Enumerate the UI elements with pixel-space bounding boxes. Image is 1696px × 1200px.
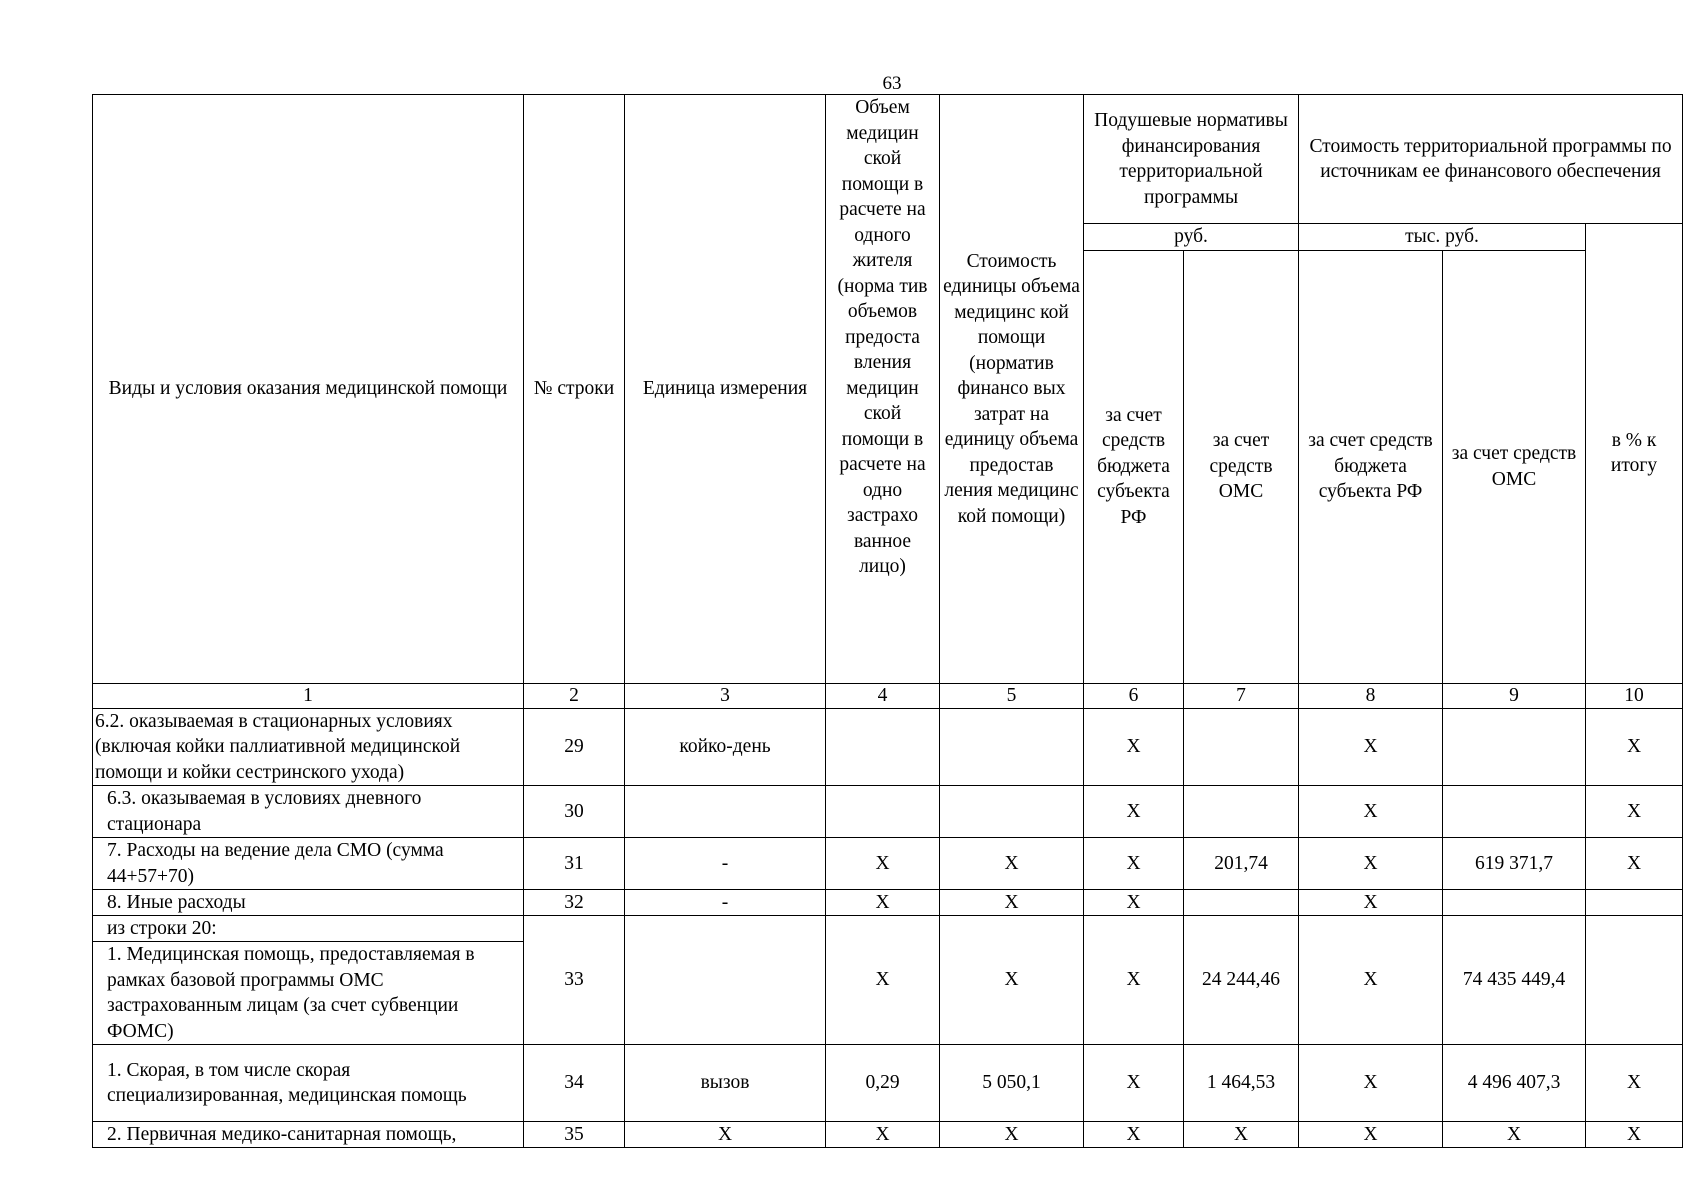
column-number: 5 bbox=[940, 683, 1084, 708]
cell-budget-thousand: X bbox=[1299, 890, 1443, 916]
table-row bbox=[93, 1045, 1683, 1122]
cell-percent: X bbox=[1586, 786, 1683, 838]
cell-budget-thousand: X bbox=[1299, 1122, 1443, 1148]
column-number: 2 bbox=[524, 683, 625, 708]
cell-oms-thousand: 619 371,7 bbox=[1443, 838, 1586, 890]
financing-table bbox=[92, 94, 1683, 1148]
cell-budget-thousand: X bbox=[1299, 838, 1443, 890]
header-unit-cost: Стоимость единицы объема медицинс кой помощи (норматив финансо вых затрат на единицу объема предостав ления медицинс кой помощи) bbox=[940, 95, 1084, 684]
cell-budget-thousand: X bbox=[1299, 916, 1443, 1045]
row-name: 7. Расходы на ведение дела СМО (сумма 44+57+70) bbox=[93, 838, 524, 890]
row-line-number: 30 bbox=[524, 786, 625, 838]
column-number: 3 bbox=[625, 683, 826, 708]
table-row-subheading bbox=[93, 916, 1683, 942]
cell-budget-rub: X bbox=[1084, 708, 1184, 786]
row-name: 8. Иные расходы bbox=[93, 890, 524, 916]
cell-percent: X bbox=[1586, 1045, 1683, 1122]
cell-budget-rub: X bbox=[1084, 1045, 1184, 1122]
page-number: 63 bbox=[882, 73, 902, 94]
cell-budget-thousand: X bbox=[1299, 786, 1443, 838]
cell-volume: X bbox=[826, 916, 940, 1045]
cell-volume: X bbox=[826, 838, 940, 890]
cell-budget-thousand: X bbox=[1299, 708, 1443, 786]
cell-unit-cost: 5 050,1 bbox=[940, 1045, 1084, 1122]
cell-oms-rub: 1 464,53 bbox=[1184, 1045, 1299, 1122]
cell-oms-rub bbox=[1184, 890, 1299, 916]
header-percent-of-total: в % к итогу bbox=[1586, 224, 1683, 684]
cell-oms-rub bbox=[1184, 708, 1299, 786]
header-line-number: № строки bbox=[524, 95, 625, 684]
cell-oms-thousand bbox=[1443, 890, 1586, 916]
column-number: 4 bbox=[826, 683, 940, 708]
cell-volume: 0,29 bbox=[826, 1045, 940, 1122]
row-unit: - bbox=[625, 838, 826, 890]
column-numbers-row bbox=[93, 683, 1683, 708]
row-name: из строки 20: bbox=[93, 916, 524, 942]
column-number: 10 bbox=[1586, 683, 1683, 708]
header-regional-budget-thousand: за счет средств бюджета субъекта РФ bbox=[1299, 250, 1443, 683]
cell-oms-rub: 24 244,46 bbox=[1184, 916, 1299, 1045]
cell-unit-cost bbox=[940, 708, 1084, 786]
header-volume-per-capita: Объем медицин ской помощи в расчете на одного жителя (норма тив объемов предоста вления медицин ской помощи в расчете на одно застрахо ванное лицо) bbox=[826, 95, 940, 684]
row-line-number: 32 bbox=[524, 890, 625, 916]
cell-percent bbox=[1586, 890, 1683, 916]
cell-volume: X bbox=[826, 1122, 940, 1148]
column-number: 8 bbox=[1299, 683, 1443, 708]
cell-budget-rub: X bbox=[1084, 786, 1184, 838]
header-oms-thousand: за счет средств ОМС bbox=[1443, 250, 1586, 683]
row-name: 1. Медицинская помощь, предоставляемая в рамках базовой программы ОМС застрахованным лицам (за счет субвенции ФОМС) bbox=[93, 942, 524, 1045]
header-unit-rub: руб. bbox=[1084, 224, 1299, 251]
column-number: 6 bbox=[1084, 683, 1184, 708]
row-line-number: 33 bbox=[524, 916, 625, 1045]
header-oms-rub: за счет средств ОМС bbox=[1184, 250, 1299, 683]
row-line-number: 29 bbox=[524, 708, 625, 786]
cell-budget-rub: X bbox=[1084, 890, 1184, 916]
row-unit: койко-день bbox=[625, 708, 826, 786]
cell-percent: X bbox=[1586, 838, 1683, 890]
row-unit: вызов bbox=[625, 1045, 826, 1122]
row-line-number: 31 bbox=[524, 838, 625, 890]
column-number: 9 bbox=[1443, 683, 1586, 708]
row-unit: X bbox=[625, 1122, 826, 1148]
cell-oms-thousand bbox=[1443, 786, 1586, 838]
cell-oms-thousand bbox=[1443, 708, 1586, 786]
header-row-groups bbox=[93, 95, 1683, 224]
row-line-number: 35 bbox=[524, 1122, 625, 1148]
row-unit: - bbox=[625, 890, 826, 916]
row-unit bbox=[625, 786, 826, 838]
column-number: 1 bbox=[93, 683, 524, 708]
cell-percent: X bbox=[1586, 1122, 1683, 1148]
cell-budget-thousand: X bbox=[1299, 1045, 1443, 1122]
cell-volume bbox=[826, 786, 940, 838]
table-row bbox=[93, 786, 1683, 838]
cell-unit-cost: X bbox=[940, 916, 1084, 1045]
header-unit: Единица измерения bbox=[625, 95, 826, 684]
cell-unit-cost bbox=[940, 786, 1084, 838]
cell-percent bbox=[1586, 916, 1683, 1045]
header-unit-thousand-rub: тыс. руб. bbox=[1299, 224, 1586, 251]
cell-oms-rub: X bbox=[1184, 1122, 1299, 1148]
table-row bbox=[93, 890, 1683, 916]
cell-volume: X bbox=[826, 890, 940, 916]
cell-oms-thousand: X bbox=[1443, 1122, 1586, 1148]
cell-budget-rub: X bbox=[1084, 916, 1184, 1045]
header-kinds-of-care: Виды и условия оказания медицинской помощи bbox=[93, 95, 524, 684]
row-name: 2. Первичная медико-санитарная помощь, bbox=[93, 1122, 524, 1148]
cell-unit-cost: X bbox=[940, 838, 1084, 890]
cell-volume bbox=[826, 708, 940, 786]
row-unit bbox=[625, 916, 826, 1045]
cell-oms-thousand: 4 496 407,3 bbox=[1443, 1045, 1586, 1122]
column-number: 7 bbox=[1184, 683, 1299, 708]
row-name: 6.3. оказываемая в условиях дневного стационара bbox=[93, 786, 524, 838]
table-row bbox=[93, 1122, 1683, 1148]
cell-percent: X bbox=[1586, 708, 1683, 786]
row-name: 1. Скорая, в том числе скорая специализированная, медицинская помощь bbox=[93, 1045, 524, 1122]
cell-unit-cost: X bbox=[940, 890, 1084, 916]
cell-oms-rub bbox=[1184, 786, 1299, 838]
row-line-number: 34 bbox=[524, 1045, 625, 1122]
cell-unit-cost: X bbox=[940, 1122, 1084, 1148]
cell-oms-rub: 201,74 bbox=[1184, 838, 1299, 890]
cell-budget-rub: X bbox=[1084, 838, 1184, 890]
header-regional-budget-rub: за счет средств бюджета субъекта РФ bbox=[1084, 250, 1184, 683]
row-name: 6.2. оказываемая в стационарных условиях (включая койки паллиативной медицинской помощи и койки сестринского ухода) bbox=[93, 708, 524, 786]
header-per-capita-standards: Подушевые нормативы финансирования территориальной программы bbox=[1084, 95, 1299, 224]
table-row bbox=[93, 838, 1683, 890]
table-row bbox=[93, 708, 1683, 786]
cell-oms-thousand: 74 435 449,4 bbox=[1443, 916, 1586, 1045]
header-program-cost: Стоимость территориальной программы по источникам ее финансового обеспечения bbox=[1299, 95, 1683, 224]
cell-budget-rub: X bbox=[1084, 1122, 1184, 1148]
